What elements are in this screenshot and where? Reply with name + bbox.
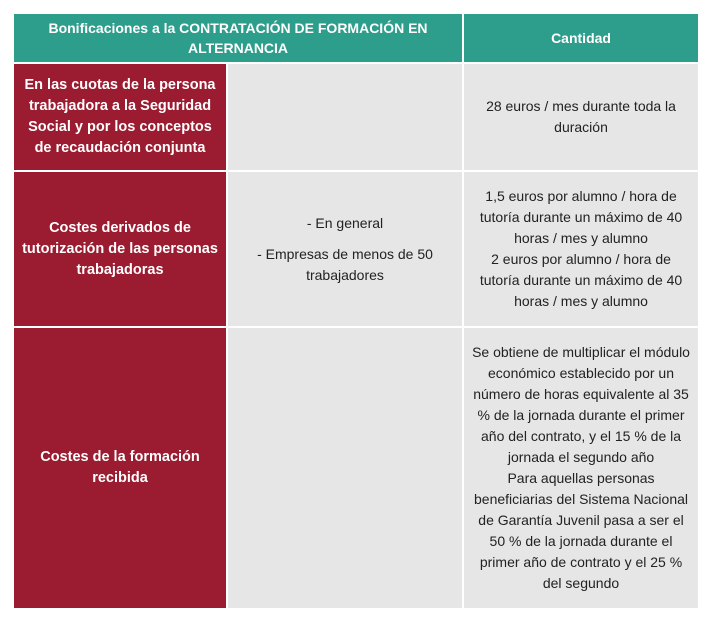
row-detail-cuotas [227, 63, 463, 171]
amount-line: 1,5 euros por alumno / hora de tutoría durante un máximo de 40 horas / mes y alumno [479, 188, 683, 246]
row-label-cuotas: En las cuotas de la persona trabajadora a la Seguridad Social y por los conceptos de recaudación conjunta [13, 63, 227, 171]
row-amount-formacion [463, 327, 699, 609]
row-label-formacion: Costes de la formación recibida [13, 327, 227, 609]
amount-line: Para aquellas personas beneficiarias del Sistema Nacional de Garantía Juvenil pasa a ser el 50 % de la jornada durante el primer año de contrato y el 25 % del segundo [474, 470, 689, 591]
row-amount-cuotas [463, 63, 699, 171]
table-row [13, 171, 699, 327]
table-row [13, 63, 699, 171]
bonificaciones-table [12, 12, 700, 610]
row-label-tutorizacion: Costes derivados de tutorización de las personas trabajadoras [13, 171, 227, 327]
detail-line: - En general [306, 214, 384, 231]
amount-line: 28 euros / mes durante toda la duración [486, 98, 676, 135]
row-amount-tutorizacion [463, 171, 699, 327]
row-detail-formacion [227, 327, 463, 609]
table-header-row [13, 13, 699, 63]
detail-line: - Empresas de menos de 50 trabajadores [257, 245, 433, 283]
table-row [13, 327, 699, 609]
amount-line: Se obtiene de multiplicar el módulo económico establecido por un número de horas equivalente al 35 % de la jornada durante el primer año del contrato, y el 15 % de la jornada el segundo año [472, 344, 690, 465]
header-bonificaciones: Bonificaciones a la CONTRATACIÓN DE FORMACIÓN EN ALTERNANCIA [13, 13, 463, 63]
header-cantidad: Cantidad [463, 13, 699, 63]
amount-line: 2 euros por alumno / hora de tutoría durante un máximo de 40 horas / mes y alumno [479, 251, 683, 309]
row-detail-tutorizacion [227, 171, 463, 327]
